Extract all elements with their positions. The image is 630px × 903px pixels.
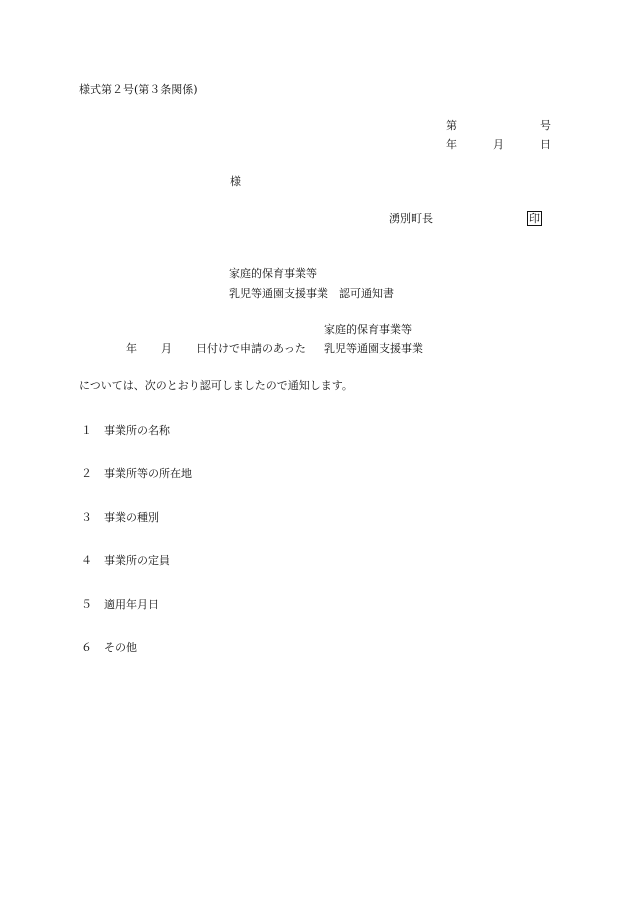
application-date-text: 日付けで申請のあった [196,342,306,355]
item-label: 適用年月日 [104,598,159,611]
item-label: 事業の種別 [104,511,159,524]
application-month-label: 月 [161,342,172,355]
application-year-label: 年 [126,342,137,355]
number-label-dai: 第 [446,119,457,132]
list-item [81,642,137,653]
item-label: 事業所の名称 [104,424,170,437]
item-number: ４ [81,554,92,567]
list-item [81,425,170,436]
addressee-honorific: 様 [230,175,241,188]
doc-title-line1: 家庭的保育事業等 [229,267,317,280]
item-number: ２ [81,467,92,480]
list-item [81,599,159,610]
item-label: 事業所等の所在地 [104,467,192,480]
number-label-go: 号 [540,119,551,132]
seal-mark: 印 [529,212,540,225]
item-number: ６ [81,641,92,654]
item-number: ５ [81,598,92,611]
date-day-label: 日 [540,138,551,151]
body-text: については、次のとおり認可しましたので通知します。 [79,379,353,392]
date-year-label: 年 [446,138,457,151]
list-item [81,555,170,566]
list-item [81,468,192,479]
list-item [81,512,159,523]
item-label: 事業所の定員 [104,554,170,567]
item-number: ３ [81,511,92,524]
issuer-name: 湧別町長 [389,212,433,225]
application-business-line1: 家庭的保育事業等 [324,323,412,336]
date-month-label: 月 [493,138,504,151]
doc-title-line2: 乳児等通園支援事業 認可通知書 [229,287,394,300]
item-label: その他 [104,641,137,654]
application-business-line2: 乳児等通園支援事業 [324,342,423,355]
form-title: 様式第２号(第３条関係) [79,83,198,96]
item-number: １ [81,424,92,437]
